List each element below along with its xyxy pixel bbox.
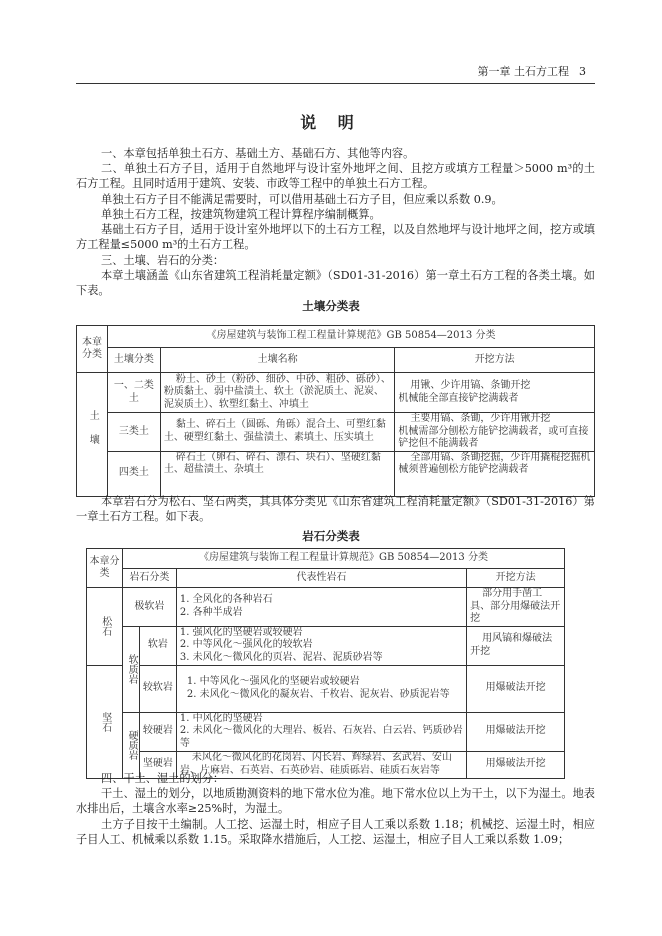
header-cell: 开挖方法 (467, 569, 565, 588)
paragraph: 三、土壤、岩石的分类： (101, 254, 225, 267)
running-header (468, 63, 587, 79)
group-cell: 坚石 (87, 665, 123, 778)
header-cell: 《房屋建筑与装饰工程工程量计算规范》GB 50854—2013 分类 (122, 549, 564, 569)
table-cell: 粉土、砂土（粉砂、细砂、中砂、粗砂、砾砂）、粉质黏土、弱中盐渍土、软土（淤泥质土、泥炭、泥炭质土）、软塑红黏土、冲填土 (160, 373, 395, 413)
header-cell: 代表性岩石 (176, 569, 466, 588)
group-cell: 松石 (87, 588, 123, 666)
table-cell: 用爆破法开挖 (467, 665, 565, 712)
paragraph: 土方子目按干土编制。人工挖、运湿土时，相应子目人工乘以系数 1.18；机械挖、运湿土时，相应子目人工、机械乘以系数 1.15。采取降水措施后，人工挖、运湿土，相应子目人工乘以系数 1.09； (76, 818, 595, 847)
header-rule (76, 83, 595, 84)
page-title: 说 明 (300, 113, 362, 132)
table-cell: 较硬岩 (139, 712, 176, 751)
table-cell: 坚硬岩 (139, 751, 176, 778)
table-cell: 1. 中风化的坚硬岩 2. 未风化～微风化的大理岩、板岩、石灰岩、白云岩、钙质砂岩等 (176, 712, 466, 751)
table-cell: 1. 中等风化～强风化的坚硬岩或较硬岩 2. 未风化～微风化的凝灰岩、千枚岩、泥灰岩、砂质泥岩等 (176, 665, 466, 712)
table-cell: 软岩 (139, 626, 176, 665)
rock-table-caption: 岩石分类表 (302, 529, 360, 543)
paragraph: 本章土壤涵盖《山东省建筑工程消耗量定额》（SD01-31-2016）第一章土石方工程的各类土壤。如下表。 (76, 269, 595, 298)
table-cell: 用爆破法开挖 (467, 712, 565, 751)
subgroup-cell: 硬质岩 (122, 712, 139, 778)
table-cell: 用风镐和爆破法开挖 (467, 626, 565, 665)
paragraph: 本章岩石分为松石、坚石两类，其具体分类见《山东省建筑工程消耗量定额》（SD01-31-2016）第一章土石方工程。如下表。 (76, 495, 595, 524)
table-cell: 1. 强风化的坚硬岩或较硬岩 2. 中等风化～强风化的较软岩 3. 未风化～微风化的页岩、泥岩、泥质砂岩等 (176, 626, 466, 665)
table-cell: 黏土、碎石土（圆砾、角砾）混合土、可塑红黏土、硬塑红黏土、强盐渍土、素填土、压实填土 (160, 413, 395, 452)
soil-classification-table (76, 325, 595, 497)
chapter-title: 第一章 土石方工程 (477, 65, 569, 78)
subgroup-cell: 软质岩 (122, 626, 139, 712)
table-cell: 1. 全风化的各种岩石 2. 各种半成岩 (176, 588, 466, 627)
table-cell: 全部用镐、条锄挖掘，少许用撬棍挖掘机械须普遍刨松方能铲挖满载者 (395, 451, 595, 496)
rock-classification-table (86, 548, 565, 779)
header-cell: 本章分类 (87, 549, 123, 588)
soil-table-caption: 土壤分类表 (302, 299, 360, 313)
table-cell: 用锹、少许用镐、条锄开挖 机械能全部直接铲挖满载者 (395, 373, 595, 413)
paragraph: 干土、湿土的划分，以地质勘测资料的地下常水位为准。地下常水位以上为干土，以下为湿土。地表水排出后，土壤含水率≥25%时，为湿土。 (76, 787, 595, 816)
group-cell: 土壤 (77, 373, 108, 497)
table-cell: 碎石土（卵石、碎石、漂石、块石）、坚硬红黏土、超盐渍土、杂填土 (160, 451, 395, 496)
page-number: 3 (579, 65, 586, 78)
table-cell: 较软岩 (139, 665, 176, 712)
header-cell: 土壤分类 (107, 348, 160, 373)
table-cell: 四类土 (107, 451, 160, 496)
header-cell: 土壤名称 (160, 348, 395, 373)
table-cell: 部分用手凿工具、部分用爆破法开挖 (467, 588, 565, 627)
paragraph: 一、本章包括单独土石方、基础土方、基础石方、其他等内容。 (101, 147, 415, 160)
paragraph: 二、单独土石方子目，适用于自然地坪与设计室外地坪之间、且挖方或填方工程量＞5000 m³的土石方工程。且同时适用于建筑、安装、市政等工程中的单独土石方工程。 (76, 162, 595, 191)
header-cell: 开挖方法 (395, 348, 595, 373)
paragraph: 单独土石方工程，按建筑物建筑工程计算程序编制概算。 (101, 208, 381, 221)
paragraph: 四、干土、湿土的划分： (101, 772, 225, 785)
header-cell: 岩石分类 (122, 569, 176, 588)
table-cell: 未风化～微风化的花岗岩、闪长岩、辉绿岩、玄武岩、安山岩、片麻岩、石英岩、石英砂岩、硅质砾岩、硅质石灰岩等 (176, 751, 466, 778)
header-cell: 本章分类 (77, 326, 108, 373)
table-cell: 一、二类土 (107, 373, 160, 413)
table-cell: 主要用镐、条锄，少许用锹开挖 机械需部分刨松方能铲挖满载者，或可直接铲挖但不能满载者 (395, 413, 595, 452)
table-cell: 三类土 (107, 413, 160, 452)
paragraph: 单独土石方子目不能满足需要时，可以借用基础土石方子目，但应乘以系数 0.9。 (101, 193, 503, 206)
header-cell: 《房屋建筑与装饰工程工程量计算规范》GB 50854—2013 分类 (107, 326, 594, 348)
paragraph: 基础土石方子目，适用于设计室外地坪以下的土石方工程，以及自然地坪与设计地坪之间，挖方或填方工程量≤5000 m³的土石方工程。 (76, 223, 595, 252)
table-cell: 用爆破法开挖 (467, 751, 565, 778)
table-cell: 极软岩 (122, 588, 176, 627)
